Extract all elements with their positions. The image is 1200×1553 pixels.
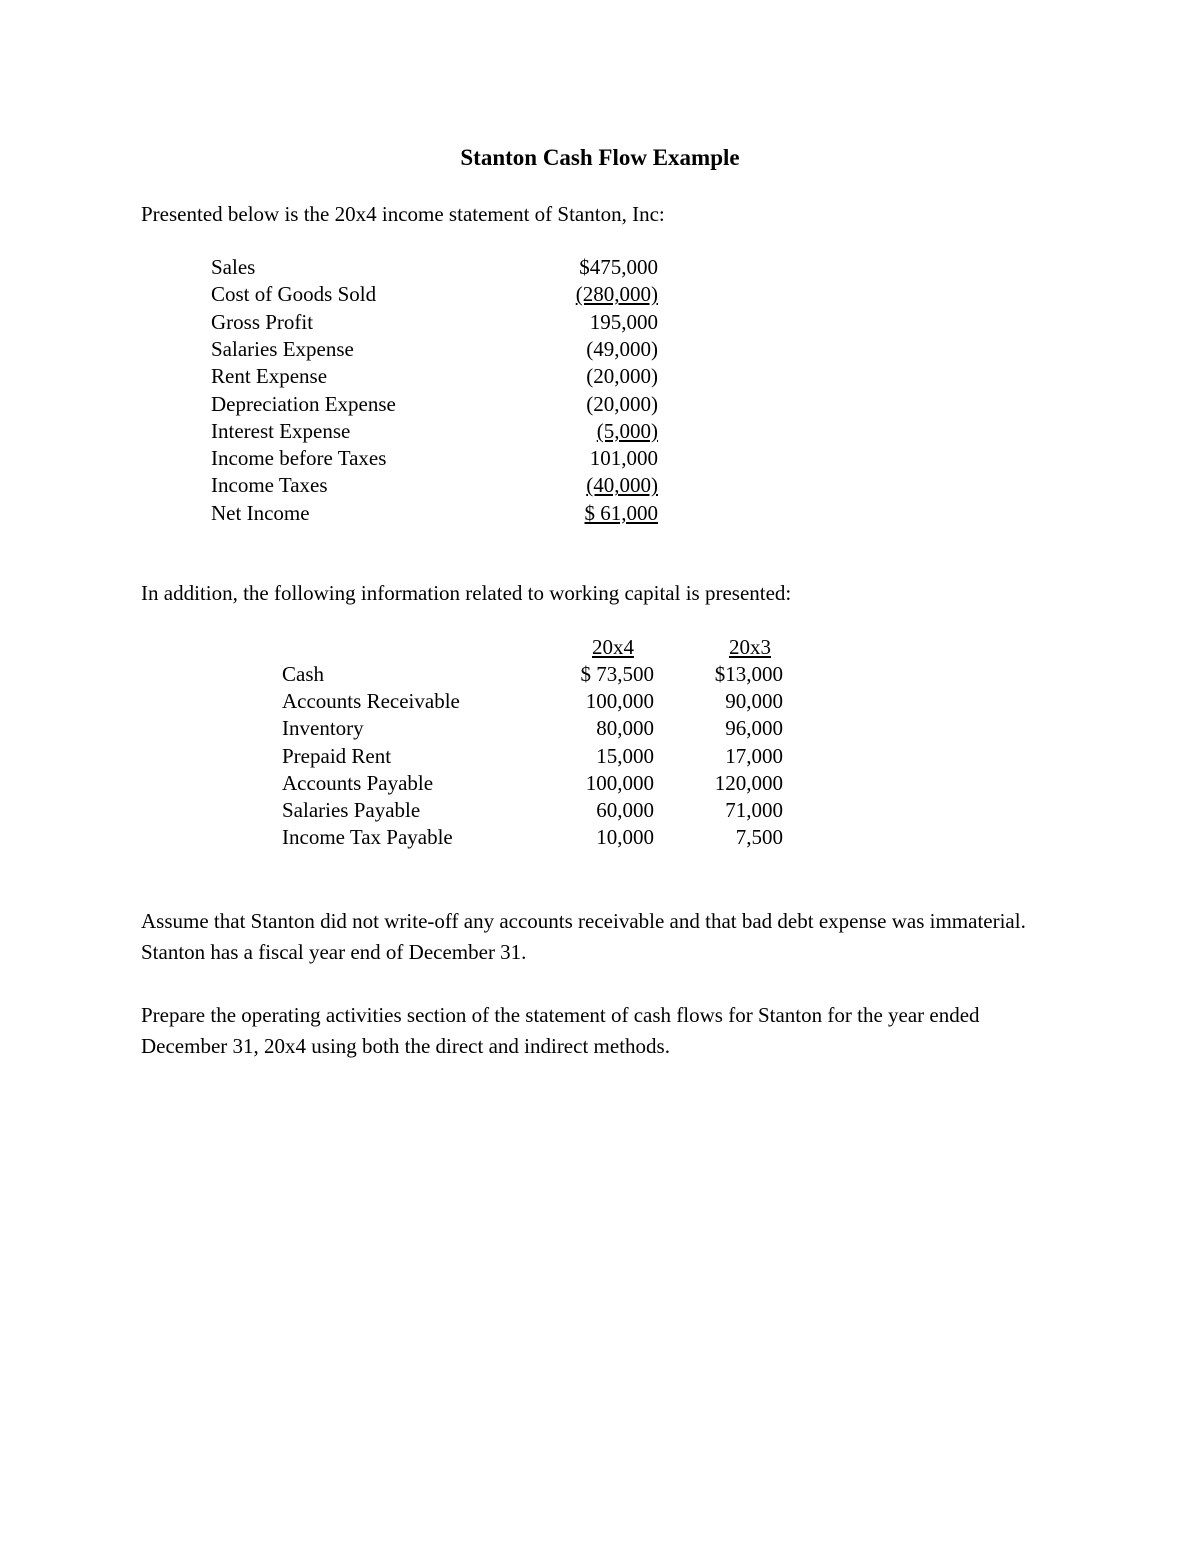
working-capital-20x3-value: 96,000 xyxy=(725,716,783,741)
working-capital-20x4-value: 100,000 xyxy=(585,689,654,714)
intro-text: Presented below is the 20x4 income statement of Stanton, Inc: xyxy=(141,202,665,226)
income-statement-label: Salaries Expense xyxy=(211,336,354,361)
working-capital-20x4-value: 80,000 xyxy=(596,716,654,741)
income-statement-label: Cost of Goods Sold xyxy=(211,282,377,307)
income-statement-amount: 195,000 xyxy=(589,309,658,334)
working-capital-20x4-value: 15,000 xyxy=(596,743,654,768)
income-statement-amount: (49,000) xyxy=(586,336,658,361)
income-statement-label: Rent Expense xyxy=(211,364,328,389)
income-statement-label: Depreciation Expense xyxy=(211,391,396,416)
working-capital-label: Income Tax Payable xyxy=(282,825,453,850)
income-statement-label: Net Income xyxy=(211,500,310,525)
working-capital-20x3-value: 7,500 xyxy=(735,825,783,850)
column-header-20x4: 20x4 xyxy=(592,635,634,659)
income-statement-label: Sales xyxy=(211,255,256,279)
working-capital-label: Accounts Receivable xyxy=(282,689,460,714)
working-capital-20x4-value: 10,000 xyxy=(596,825,654,850)
working-capital-label: Accounts Payable xyxy=(282,770,434,795)
working-capital-20x3-value: 71,000 xyxy=(725,798,783,822)
working-capital-label: Salaries Payable xyxy=(282,798,421,822)
column-header-20x3: 20x3 xyxy=(729,635,771,659)
working-capital-label: Inventory xyxy=(282,716,364,741)
income-statement-amount: $475,000 xyxy=(579,255,658,279)
income-statement-amount: (280,000) xyxy=(575,282,658,307)
income-statement-amount: (20,000) xyxy=(586,364,658,389)
working-capital-20x3-value: 120,000 xyxy=(714,770,783,795)
income-statement-label: Gross Profit xyxy=(211,309,314,334)
working-capital-label: Cash xyxy=(282,662,324,686)
income-statement-amount: (40,000) xyxy=(586,473,658,498)
working-capital-20x3-value: $13,000 xyxy=(714,662,783,686)
income-statement-amount: 101,000 xyxy=(589,446,658,471)
working-capital-label: Prepaid Rent xyxy=(282,743,392,768)
assumption-text: Assume that Stanton did not write-off any accounts receivable and that bad debt expense was immaterial. Stanton has a fiscal year end of December 31. xyxy=(141,909,1026,964)
income-statement-label: Interest Expense xyxy=(211,418,351,443)
income-statement-amount: (20,000) xyxy=(586,391,658,416)
working-capital-20x4-value: $ 73,500 xyxy=(580,662,654,686)
working-capital-20x4-value: 100,000 xyxy=(585,770,654,795)
income-statement-label: Income before Taxes xyxy=(211,446,387,471)
working-capital-20x3-value: 90,000 xyxy=(725,689,783,714)
working-capital-20x3-value: 17,000 xyxy=(725,743,783,768)
page-title: Stanton Cash Flow Example xyxy=(460,145,740,170)
instruction-text: Prepare the operating activities section of the statement of cash flows for Stanton for the year ended December 31, 20x4 using both the direct and indirect methods. xyxy=(141,1003,980,1058)
income-statement-amount: (5,000) xyxy=(596,418,658,443)
income-statement-label: Income Taxes xyxy=(211,473,328,498)
income-statement-amount: $ 61,000 xyxy=(584,500,658,525)
working-capital-20x4-value: 60,000 xyxy=(596,798,654,822)
working-capital-intro: In addition, the following information related to working capital is presented: xyxy=(141,581,792,605)
